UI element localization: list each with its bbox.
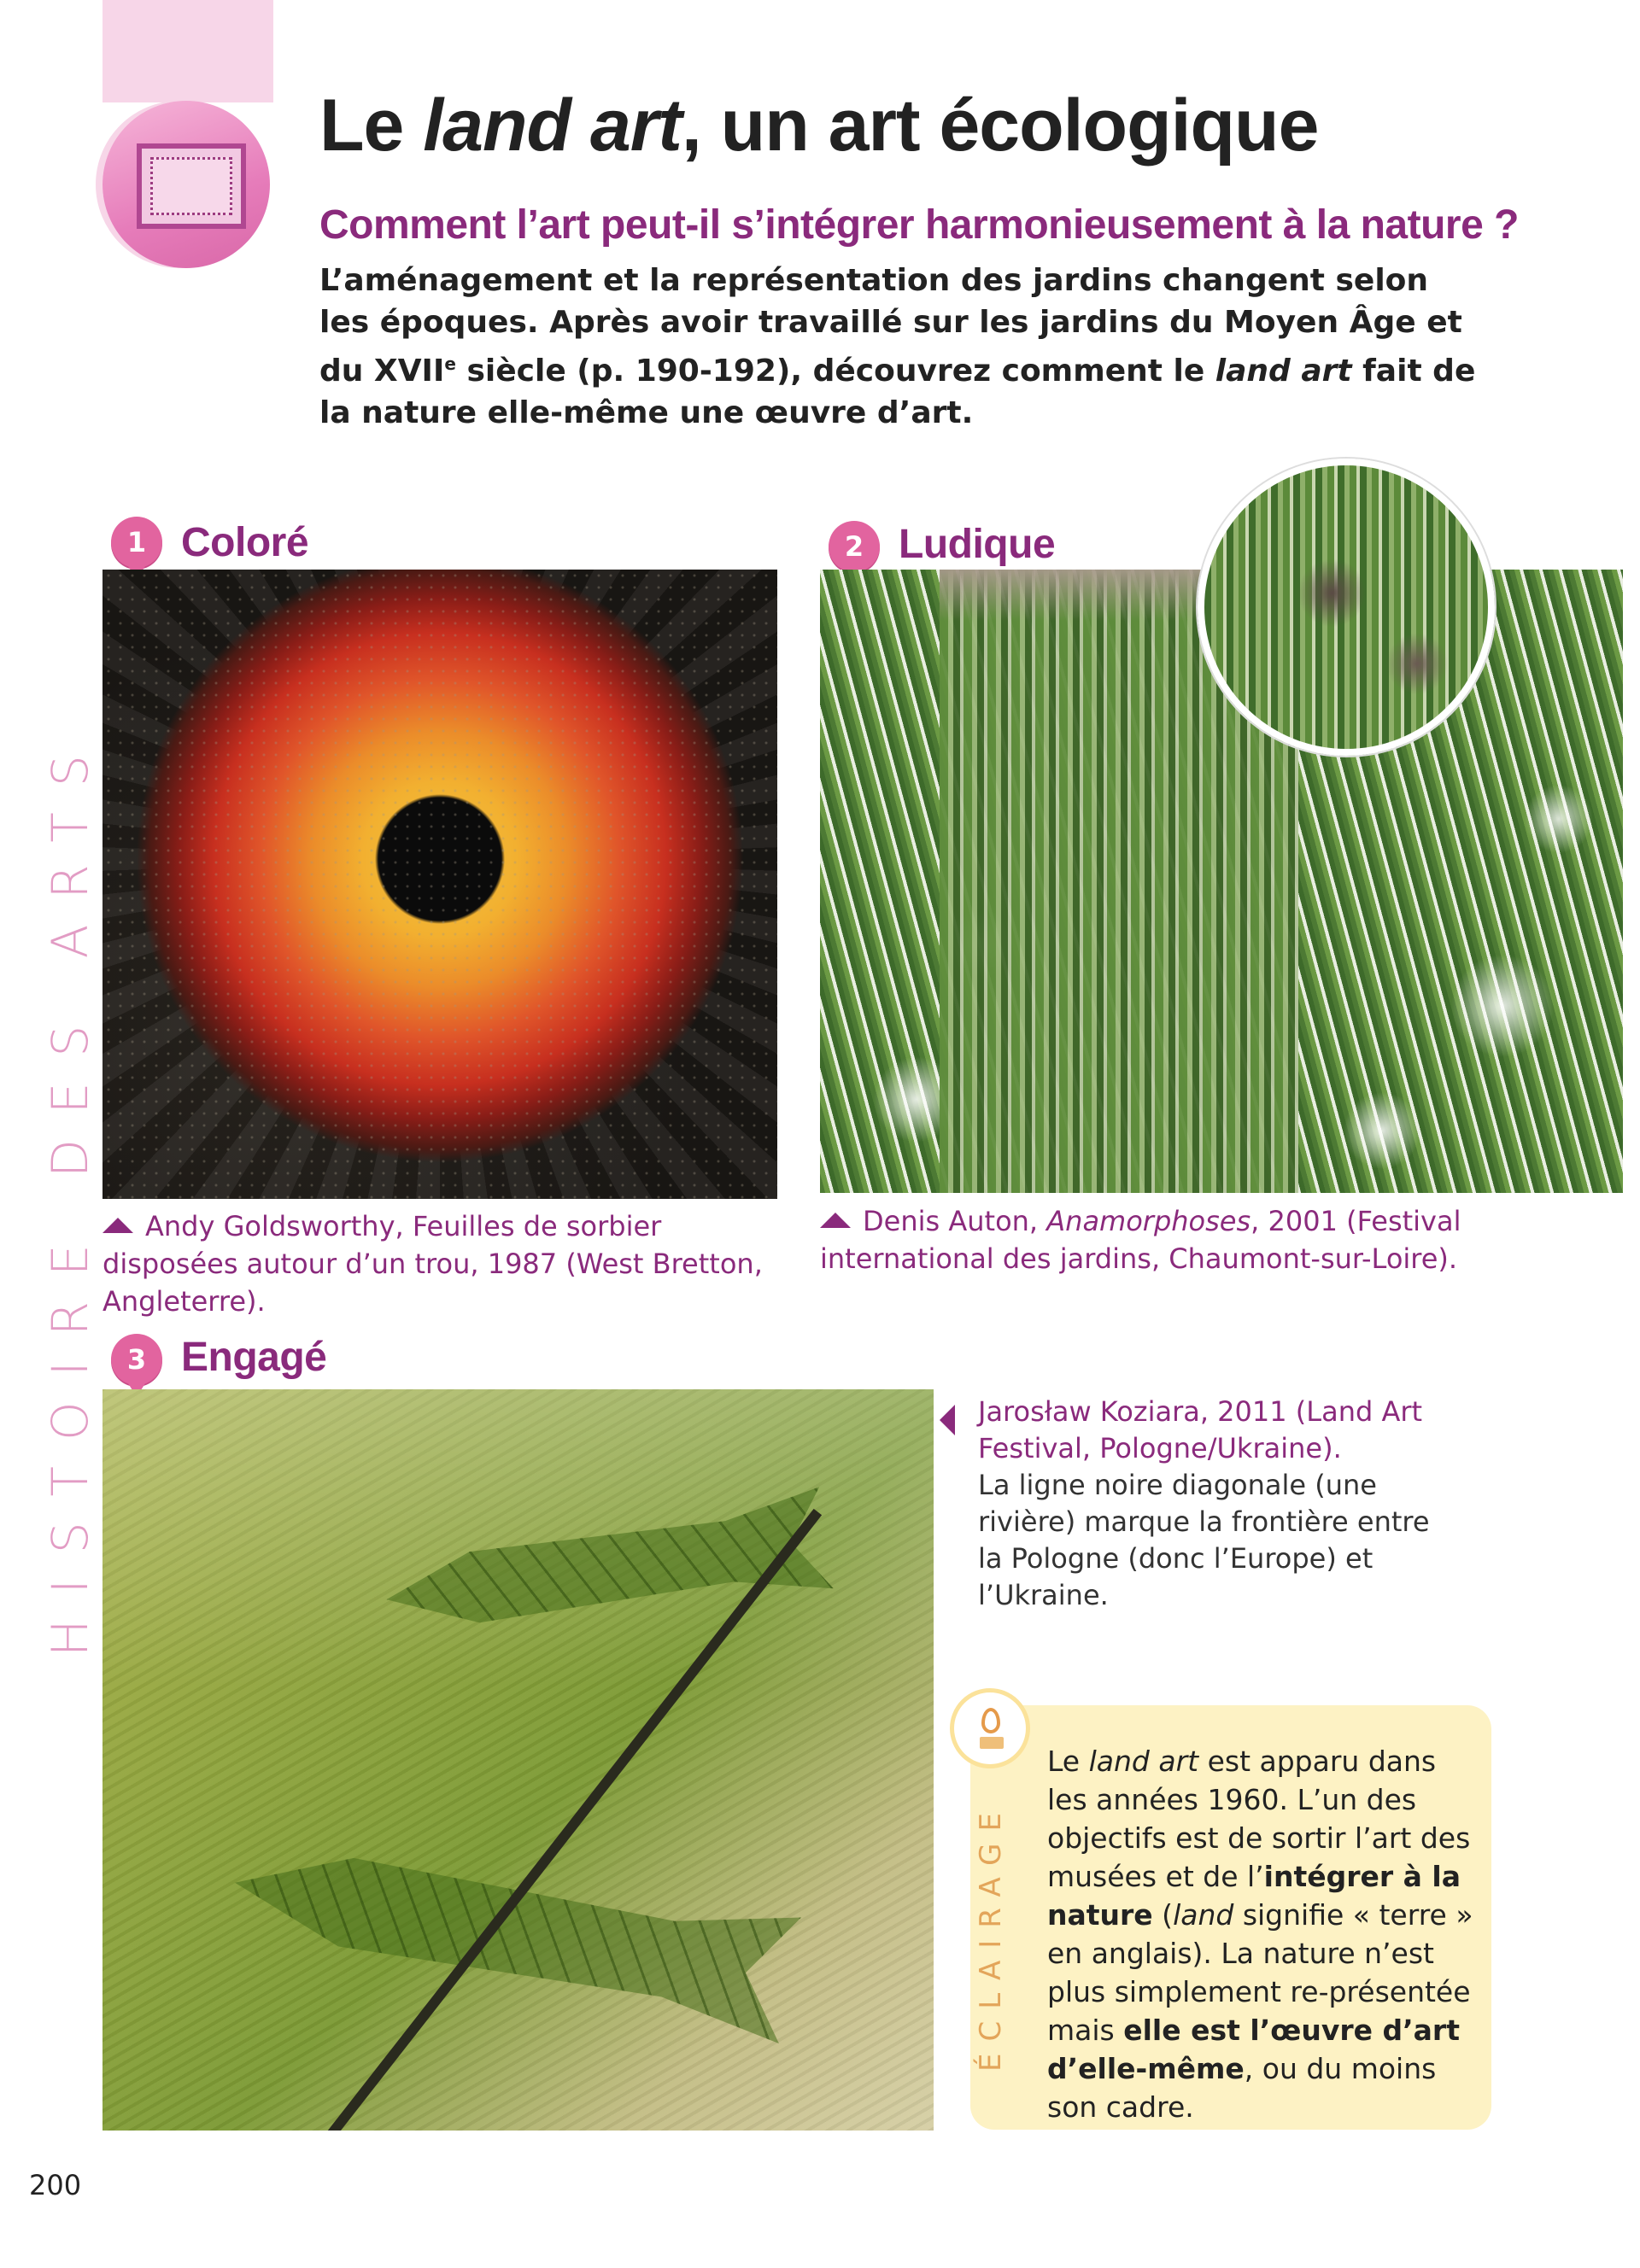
aerial-field-image [102, 1389, 934, 2131]
eclairage-text: Le land art est apparu dans les années 1960. L’un des objectifs est de sortir l’art des musées et de l’intégrer à la nature (land signifie « terre » en anglais). La nature n’est plus simplement re-présentée mais elle est l’œuvre d’art d’elle-même, ou du moins son cadre. [1047, 1745, 1473, 2124]
caption-arrow-icon [940, 1405, 955, 1435]
section-number-badge: 1 [111, 517, 162, 568]
picture-frame-icon [137, 143, 246, 229]
image-caption: Denis Auton, Anamorphoses, 2001 (Festival international des jardins, Chaumont-sur-Loire). [820, 1205, 1461, 1275]
image-caption: Andy Goldsworthy, Feuilles de sorbier disposées autour d’un trou, 1987 (West Bretton, Angleterre). [102, 1210, 763, 1318]
eclairage-label: ÉCLAIRAGE [974, 1801, 1008, 2072]
sidebar-label: HISTOIRE DES ARTS [41, 729, 99, 1657]
page-title: Le land art, un art écologique [319, 85, 1319, 167]
detail-zoom-image [1198, 459, 1495, 756]
caption-arrow-icon [820, 1213, 851, 1228]
candle-icon [950, 1688, 1030, 1768]
section-number-badge: 2 [829, 521, 880, 572]
caption-arrow-icon [102, 1218, 133, 1233]
page-number: 200 [29, 2169, 82, 2201]
section-label: Ludique [899, 522, 1056, 567]
page-question: Comment l’art peut-il s’intégrer harmonieusement à la nature ? [319, 202, 1519, 248]
section-label: Coloré [181, 520, 309, 565]
leaves-artwork-image [102, 570, 777, 1199]
section-number-badge: 3 [111, 1334, 162, 1385]
intro-paragraph: L’aménagement et la représentation des jardins changent selon les époques. Après avoir travaillé sur les jardins du Moyen Âge et du XVIIe siècle (p. 190-192), découvrez comment le land art fait de la nature elle-même une œuvre d’art. [319, 263, 1476, 430]
image-caption: Jarosław Koziara, 2011 (Land Art Festival, Pologne/Ukraine). La ligne noire diagonale (une rivière) marque la frontière entre la Pologne (donc l’Europe) et l’Ukraine. [978, 1395, 1430, 1611]
section-label: Engagé [181, 1335, 327, 1380]
side-tab [102, 0, 273, 102]
